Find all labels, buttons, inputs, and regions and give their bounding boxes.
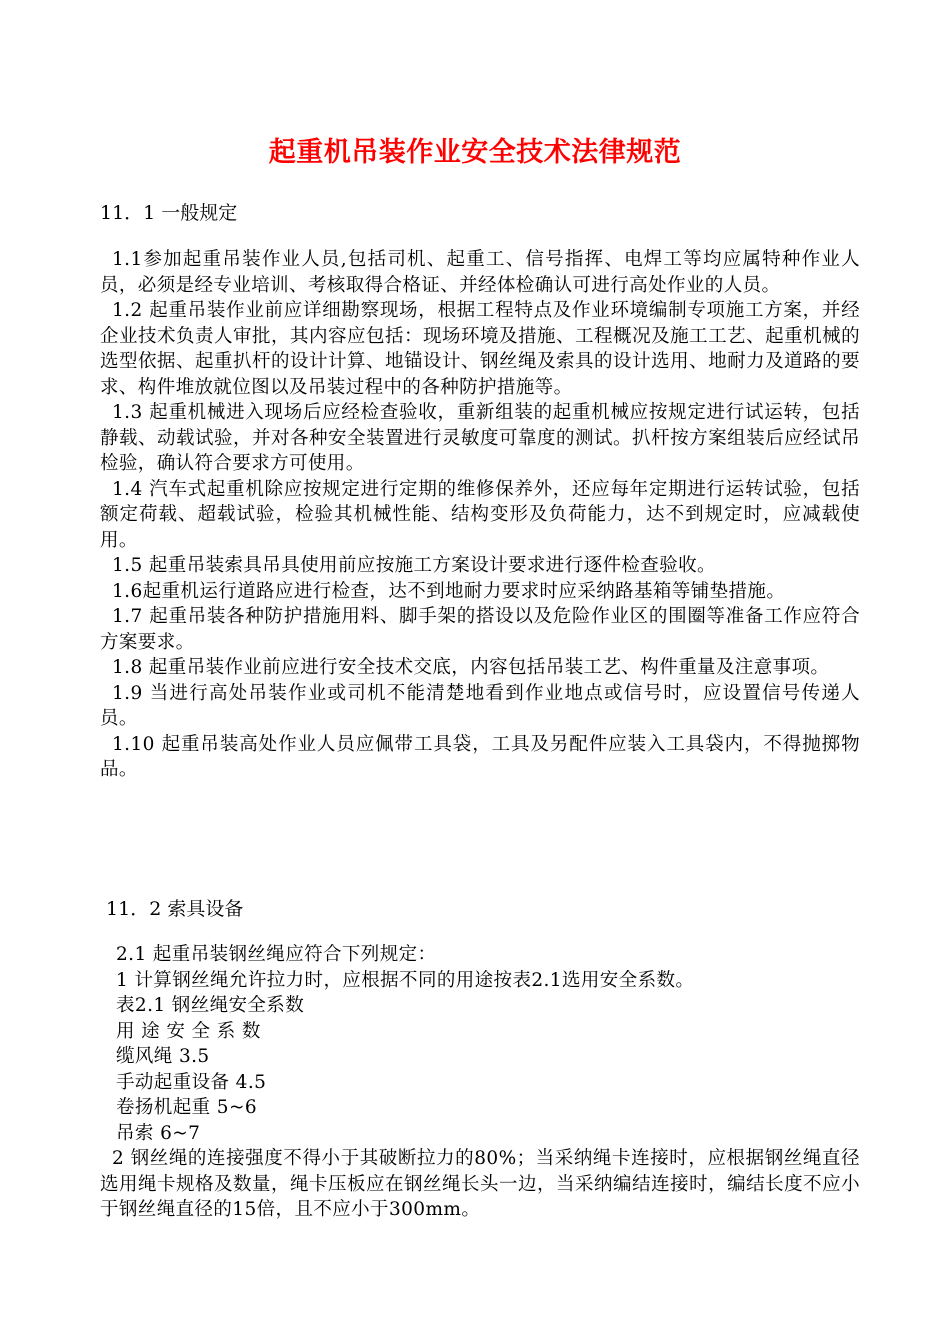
section-heading-rigging: 11．2 索具设备 [100, 898, 244, 920]
section-body-rigging [100, 942, 860, 1223]
clause-1-8: 1.8 起重吊装作业前应进行安全技术交底，内容包括吊装工艺、构件重量及注意事项。 [112, 657, 830, 678]
clause-1-5: 1.5 起重吊装索具吊具使用前应按施工方案设计要求进行逐件检查验收。 [112, 555, 716, 576]
clause-2-1: 2.1 起重吊装钢丝绳应符合下列规定： [116, 944, 437, 965]
clause-1-4: 1.4 汽车式起重机除应按规定进行定期的维修保养外，还应每年定期进行运转试验，包括额定荷载、超载试验，检验其机械性能、结构变形及负荷能力，达不到规定时，应减载使用。 [100, 478, 860, 551]
clause-1-3: 1.3 起重机械进入现场后应经检查验收，重新组装的起重机械应按规定进行试运转，包括静载、动载试验，并对各种安全装置进行灵敏度可靠度的测试。扒杆按方案组装后应经试吊检验，确认符合要求方可使用。 [100, 402, 860, 474]
clause-1-1: 1.1参加起重吊装作业人员,包括司机、起重工、信号指挥、电焊工等均应属特种作业人员，必须是经专业培训、考核取得合格证、并经体检确认可进行高处作业的人员。 [100, 249, 860, 296]
clause-1-6: 1.6起重机运行道路应进行检查，达不到地耐力要求时应采纳路基箱等铺垫措施。 [112, 580, 786, 602]
table-row: 缆风绳 3.5 [116, 1046, 210, 1067]
section-heading-general: 11．1 一般规定 [100, 202, 238, 224]
clause-2-1-item-2: 2 钢丝绳的连接强度不得小于其破断拉力的80%；当采纳绳卡连接时，应根据钢丝绳直径选用绳卡规格及数量，绳卡压板应在钢丝绳长头一边，当采纳编结连接时，编结长度不应小于钢丝绳直径的15倍，且不应小于300mm。 [100, 1148, 860, 1220]
document-title: 起重机吊装作业安全技术法律规范 [268, 137, 682, 168]
table-row: 卷扬机起重 5~6 [116, 1097, 258, 1118]
table-row: 吊索 6~7 [116, 1122, 201, 1144]
clause-1-9: 1.9 当进行高处吊装作业或司机不能清楚地看到作业地点或信号时，应设置信号传递人员。 [100, 682, 860, 729]
table-caption: 表2.1 钢丝绳安全系数 [116, 995, 305, 1016]
table-header: 用 途 安 全 系 数 [116, 1020, 261, 1042]
table-row: 手动起重设备 4.5 [116, 1071, 267, 1093]
section-body-general [100, 247, 860, 783]
clause-1-2: 1.2 起重吊装作业前应详细勘察现场，根据工程特点及作业环境编制专项施工方案，并经企业技术负责人审批，其内容应包括：现场环境及措施、工程概况及施工工艺、起重机械的选型依据、起重扒杆的设计计算、地锚设计、钢丝绳及索具的设计选用、地耐力及道路的要求、构件堆放就位图以及吊装过程中的各种防护措施等。 [100, 300, 860, 398]
clause-2-1-item-1: 1 计算钢丝绳允许拉力时，应根据不同的用途按表2.1选用安全系数。 [116, 969, 695, 991]
clause-1-7: 1.7 起重吊装各种防护措施用料、脚手架的搭设以及危险作业区的围圈等准备工作应符合方案要求。 [100, 606, 860, 653]
clause-1-10: 1.10 起重吊装高处作业人员应佩带工具袋，工具及另配件应装入工具袋内，不得抛掷物品。 [100, 733, 860, 780]
